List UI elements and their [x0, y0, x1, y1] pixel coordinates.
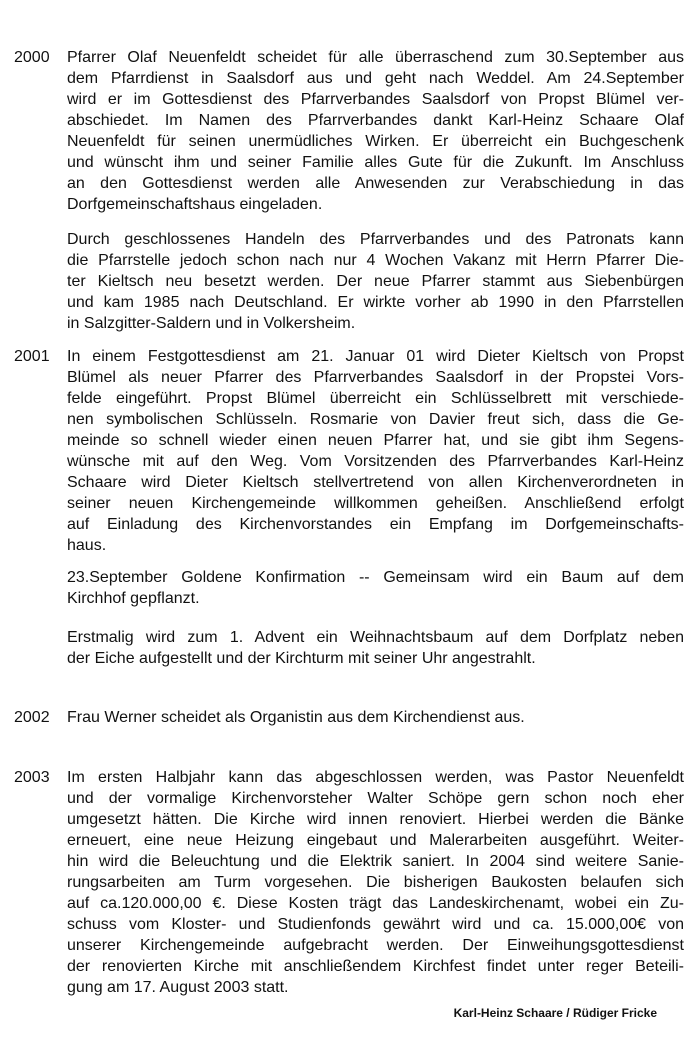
- text-line: unserer Kirchengemeinde aufgebracht werden. Der Einweihungsgottesdienst: [67, 937, 684, 954]
- text-line: und wünscht ihm und seiner Familie alles Gute für die Zukunft. Im Anschluss: [67, 154, 684, 171]
- text-line: an den Gottesdienst werden alle Anwesenden zur Verabschiedung in das: [67, 175, 684, 192]
- paragraph: [67, 47, 684, 215]
- text-line: Frau Werner scheidet als Organistin aus dem Kirchendienst aus.: [67, 709, 525, 726]
- text-line: dem Pfarrdienst in Saalsdorf aus und geht nach Weddel. Am 24.September: [67, 70, 684, 87]
- paragraph: [67, 346, 684, 556]
- text-line: Dorfgemeinschaftshaus eingeladen.: [67, 196, 323, 213]
- entry-text: [67, 707, 684, 728]
- text-line: und der vormalige Kirchenvorsteher Walter Schöpe gern schon noch eher: [67, 790, 684, 807]
- text-line: rungsarbeiten am Turm vorgesehen. Die bisherigen Baukosten belaufen sich: [67, 874, 684, 891]
- entry-text: [67, 47, 684, 215]
- text-line: auf Einladung des Kirchenvorstandes ein Empfang im Dorfgemeinschafts-: [67, 516, 684, 533]
- paragraph: [67, 627, 684, 669]
- text-line: gung am 17. August 2003 statt.: [67, 979, 289, 996]
- text-line: erneuert, eine neue Heizung eingebaut und Malerarbeiten ausgeführt. Weiter-: [67, 832, 684, 849]
- author-signature: Karl-Heinz Schaare / Rüdiger Fricke: [453, 1006, 657, 1020]
- text-line: Schaare wird Dieter Kieltsch stellvertretend von allen Kirchenverordneten in: [67, 474, 684, 491]
- text-line: haus.: [67, 537, 107, 554]
- text-line: felde eingeführt. Propst Blümel überreicht ein Schlüsselbrett mit verschiede-: [67, 390, 684, 407]
- text-line: seiner neuen Kirchengemeinde willkommen geheißen. Anschließend erfolgt: [67, 495, 684, 512]
- entry-text: [67, 346, 684, 556]
- entry-text: [67, 567, 684, 609]
- entry-year: 2000: [14, 49, 50, 66]
- text-line: ter Kieltsch neu besetzt werden. Der neue Pfarrer stammt aus Siebenbürgen: [67, 273, 684, 290]
- text-line: nen symbolischen Schlüsseln. Rosmarie von Davier freut sich, dass die Ge-: [67, 411, 684, 428]
- entry-year: 2002: [14, 709, 50, 726]
- text-line: die Pfarrstelle jedoch schon nach nur 4 Wochen Vakanz mit Herrn Pfarrer Die-: [67, 252, 684, 269]
- text-line: auf ca.120.000,00 €. Diese Kosten trägt das Landeskirchenamt, wobei ein Zu-: [67, 895, 684, 912]
- entry-text: [67, 627, 684, 669]
- text-line: in Salzgitter-Saldern und in Volkersheim.: [67, 315, 356, 332]
- text-line: Pfarrer Olaf Neuenfeldt scheidet für alle überraschend zum 30.September aus: [67, 49, 684, 66]
- paragraph: [67, 567, 684, 609]
- text-line: 23.September Goldene Konfirmation -- Gemeinsam wird ein Baum auf dem: [67, 569, 684, 586]
- text-line: Durch geschlossenes Handeln des Pfarrverbandes und des Patronats kann: [67, 231, 684, 248]
- entry-text: [67, 767, 684, 998]
- paragraph: [67, 229, 684, 334]
- entry-year: 2001: [14, 348, 50, 365]
- text-line: schuss vom Kloster- und Studienfonds gewährt wird und ca. 15.000,00€ von: [67, 916, 684, 933]
- text-line: hin wird die Beleuchtung und die Elektrik saniert. In 2004 sind weitere Sanie-: [67, 853, 684, 870]
- text-line: Blümel als neuer Pfarrer des Pfarrverbandes Saalsdorf in der Propstei Vors-: [67, 369, 684, 386]
- entry-year: 2003: [14, 769, 50, 786]
- paragraph: [67, 767, 684, 998]
- text-line: In einem Festgottesdienst am 21. Januar 01 wird Dieter Kieltsch von Propst: [67, 348, 684, 365]
- text-line: umgesetzt hätten. Die Kirche wird innen renoviert. Hierbei werden die Bänke: [67, 811, 684, 828]
- text-line: und kam 1985 nach Deutschland. Er wirkte vorher ab 1990 in den Pfarrstellen: [67, 294, 684, 311]
- text-line: wünsche mit auf den Weg. Vom Vorsitzenden des Pfarrverbandes Karl-Heinz: [67, 453, 684, 470]
- text-line: der Eiche aufgestellt und der Kirchturm mit seiner Uhr angestrahlt.: [67, 650, 536, 667]
- text-line: Neuenfeldt für seinen unermüdliches Wirken. Er überreicht ein Buchgeschenk: [67, 133, 684, 150]
- text-line: Kirchhof gepflanzt.: [67, 590, 200, 607]
- entry-text: [67, 229, 684, 334]
- text-line: abschiedet. Im Namen des Pfarrverbandes dankt Karl-Heinz Schaare Olaf: [67, 112, 684, 129]
- paragraph: [67, 707, 684, 728]
- text-line: Erstmalig wird zum 1. Advent ein Weihnachtsbaum auf dem Dorfplatz neben: [67, 629, 684, 646]
- text-line: Im ersten Halbjahr kann das abgeschlossen werden, was Pastor Neuenfeldt: [67, 769, 684, 786]
- text-line: der renovierten Kirche mit anschließendem Kirchfest findet unter reger Beteili-: [67, 958, 684, 975]
- text-line: wird er im Gottesdienst des Pfarrverbandes Saalsdorf von Propst Blümel ver-: [67, 91, 684, 108]
- text-line: meinde so schnell wieder einen neuen Pfarrer hat, und sie gibt ihm Segens-: [67, 432, 684, 449]
